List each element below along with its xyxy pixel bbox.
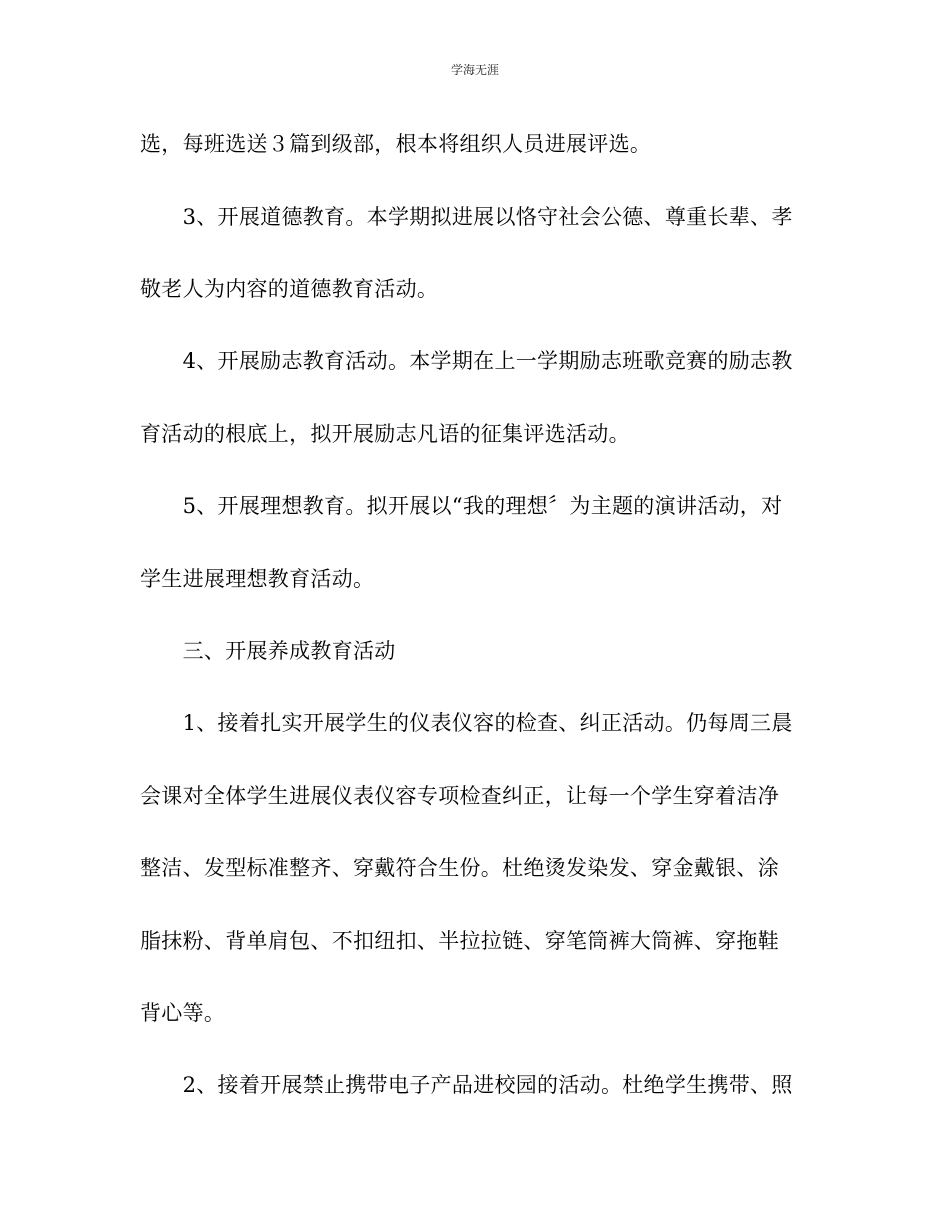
section-heading: 三、开展养成教育活动 — [140, 639, 396, 663]
text-line: 选，每班选送３篇到级部，根本将组织人员进展评选。 — [140, 132, 652, 156]
text-line: 5、开展理想教育。拟开展以“我的理想〞为主题的演讲活动，对 — [140, 494, 783, 518]
text-line: 背心等。 — [140, 1001, 226, 1025]
text-line: 4、开展励志教育活动。本学期在上一学期励志班歌竞赛的励志教 — [140, 349, 793, 373]
text-line: 3、开展道德教育。本学期拟进展以恪守社会公德、尊重长辈、孝 — [140, 205, 793, 229]
text-line: 整洁、发型标准整齐、穿戴符合生份。杜绝烫发染发、穿金戴银、涂 — [140, 856, 779, 880]
text-line: 会课对全体学生进展仪表仪容专项检查纠正，让每一个学生穿着洁净 — [140, 784, 779, 808]
text-line: 2、接着开展禁止携带电子产品进校园的活动。杜绝学生携带、照 — [140, 1073, 793, 1097]
text-line: 敬老人为内容的道德教育活动。 — [140, 277, 439, 301]
page-header: 学海无涯 — [450, 63, 499, 77]
text-line: 脂抹粉、背单肩包、不扣纽扣、半拉拉链、穿笔筒裤大筒裤、穿拖鞋 — [140, 929, 779, 953]
text-line: 学生进展理想教育活动。 — [140, 567, 375, 591]
text-line: 1、接着扎实开展学生的仪表仪容的检查、纠正活动。仍每周三晨 — [140, 711, 793, 735]
text-line: 育活动的根底上，拟开展励志凡语的征集评选活动。 — [140, 422, 630, 446]
